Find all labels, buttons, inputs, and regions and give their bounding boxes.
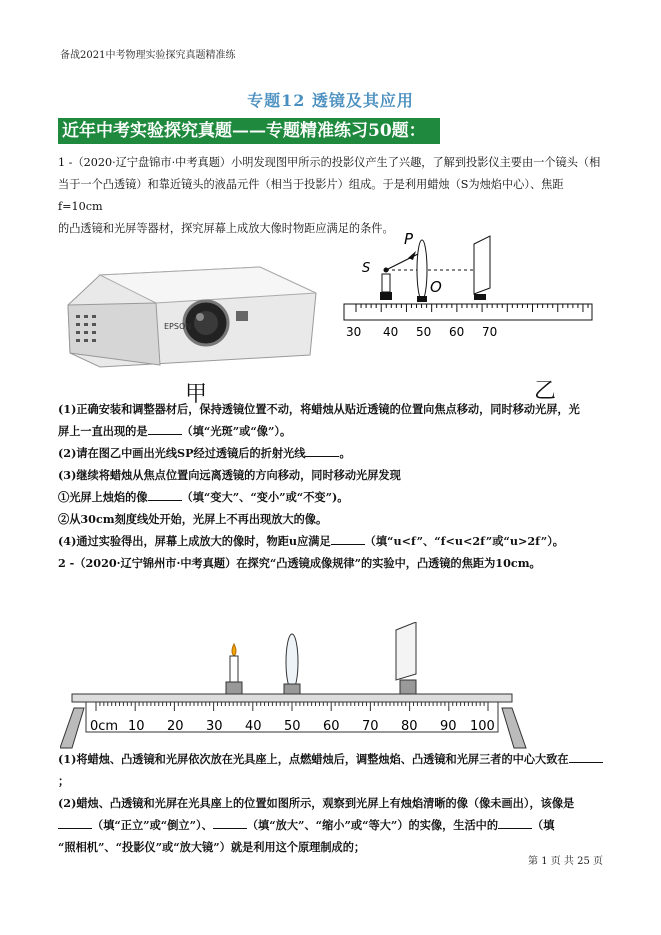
point-p-label: P	[404, 232, 414, 248]
bench-label-50: 50	[284, 719, 301, 734]
answer-blank[interactable]	[58, 816, 92, 829]
q1-sub3-1: ①光屏上烛焰的像 （填“变大”、“变小”或“不变”)。	[58, 490, 349, 504]
figure-jia-label: 甲	[185, 382, 208, 405]
q1-sub4: (4)通过实验得出，屏幕上成放大的像时，物距u应满足 （填“u<f”、“f<u<2f”或“u>2f”）。	[58, 534, 564, 548]
answer-blank[interactable]	[331, 532, 365, 545]
point-o-label: O	[430, 278, 442, 296]
section-banner: 近年中考实验探究真题——专题精准练习50题：	[58, 118, 440, 144]
answer-blank[interactable]	[498, 816, 532, 829]
document-header: 备战2021中考物理实验探究真题精准练	[60, 50, 236, 61]
ruler-label-40: 40	[383, 325, 399, 339]
bench-label-40: 40	[245, 719, 262, 734]
bench-label-0: 0cm	[90, 719, 119, 734]
q1-sub2: (2)请在图乙中画出光线SP经过透镜后的折射光线 。	[58, 446, 351, 460]
answer-blank[interactable]	[148, 422, 182, 435]
answer-blank[interactable]	[305, 444, 339, 457]
q2-sub2-line1: (2)蜡烛、凸透镜和光屏在光具座上的位置如图所示，观察到光屏上有烛焰清晰的像（像未画出），该像是	[58, 796, 575, 810]
convex-lens-icon	[284, 634, 300, 694]
answer-blank[interactable]	[213, 816, 247, 829]
candle-icon	[226, 644, 242, 694]
q1-sub1-line1: (1)正确安装和调整器材后，保持透镜位置不动，将蜡烛从贴近透镜的位置向焦点移动，同时移动光屏，光	[58, 402, 580, 416]
ruler-label-70: 70	[482, 325, 498, 339]
ruler-label-30: 30	[346, 325, 362, 339]
q2-intro: 2 -（2020·辽宁锦州市·中考真题）在探究“凸透镜成像规律”的实验中，凸透镜的焦距为10cm。	[58, 556, 541, 570]
optical-bench-figure	[338, 232, 600, 408]
q1-intro-line2: 当于一个凸透镜）和靠近镜头的液晶元件（相当于投影片）组成。于是利用蜡烛（S为烛焰中心）、焦距f=10cm	[58, 178, 564, 213]
q1-intro	[58, 152, 604, 240]
ruler-tick-labels	[346, 325, 497, 339]
q2-sub2-line2: （填“正立”或“倒立”）、 （填“放大”、“缩小”或“等大”）的实像，生活中的 （填	[58, 814, 604, 836]
bench-label-70: 70	[362, 719, 379, 734]
optical-bench-long-figure	[60, 622, 530, 758]
bench-label-20: 20	[167, 719, 184, 734]
q1-intro-line3: 的凸透镜和光屏等器材，探究屏幕上成放大像时物距应满足的条件。	[58, 222, 394, 235]
answer-blank[interactable]	[148, 488, 182, 501]
light-screen-icon	[396, 622, 416, 694]
projector-brand: EPSON	[164, 322, 192, 331]
point-s-label: S	[362, 261, 371, 276]
q1-intro-line1: 1 -（2020·辽宁盘锦市·中考真题）小明发现图甲所示的投影仪产生了兴趣，了解到投影仪主要由一个镜头（相	[58, 156, 601, 169]
q1-sub3: (3)继续将蜡烛从焦点位置向远离透镜的方向移动，同时移动光屏发现	[58, 468, 401, 482]
q2-sub1: (1)将蜡烛、凸透镜和光屏依次放在光具座上，点燃蜡烛后，调整烛焰、凸透镜和光屏三者的中心大致在；	[58, 748, 604, 792]
q1-sub1-line2: 屏上一直出现的是 （填“光斑”或“像”）。	[58, 424, 292, 438]
bench-label-60: 60	[323, 719, 340, 734]
answer-blank[interactable]	[569, 750, 603, 763]
bench-label-80: 80	[401, 719, 418, 734]
projector-figure	[60, 245, 322, 405]
bench-label-10: 10	[128, 719, 145, 734]
q1-subquestions	[58, 398, 604, 574]
q1-sub3-2: ②从30cm刻度线处开始，光屏上不再出现放大的像。	[58, 512, 328, 526]
ruler-label-60: 60	[449, 325, 465, 339]
page-footer: 第 1 页 共 25 页	[528, 856, 603, 867]
q2-subquestions	[58, 748, 604, 858]
bench-label-30: 30	[206, 719, 223, 734]
bench-label-90: 90	[440, 719, 457, 734]
bench-label-100: 100	[470, 719, 495, 734]
topic-title: 专题12 透镜及其应用	[247, 91, 414, 110]
ruler-label-50: 50	[416, 325, 432, 339]
figure-yi-label: 乙	[534, 379, 557, 404]
q2-sub2-line3: “照相机”、“投影仪”或“放大镜”）就是利用这个原理制成的；	[58, 840, 366, 854]
